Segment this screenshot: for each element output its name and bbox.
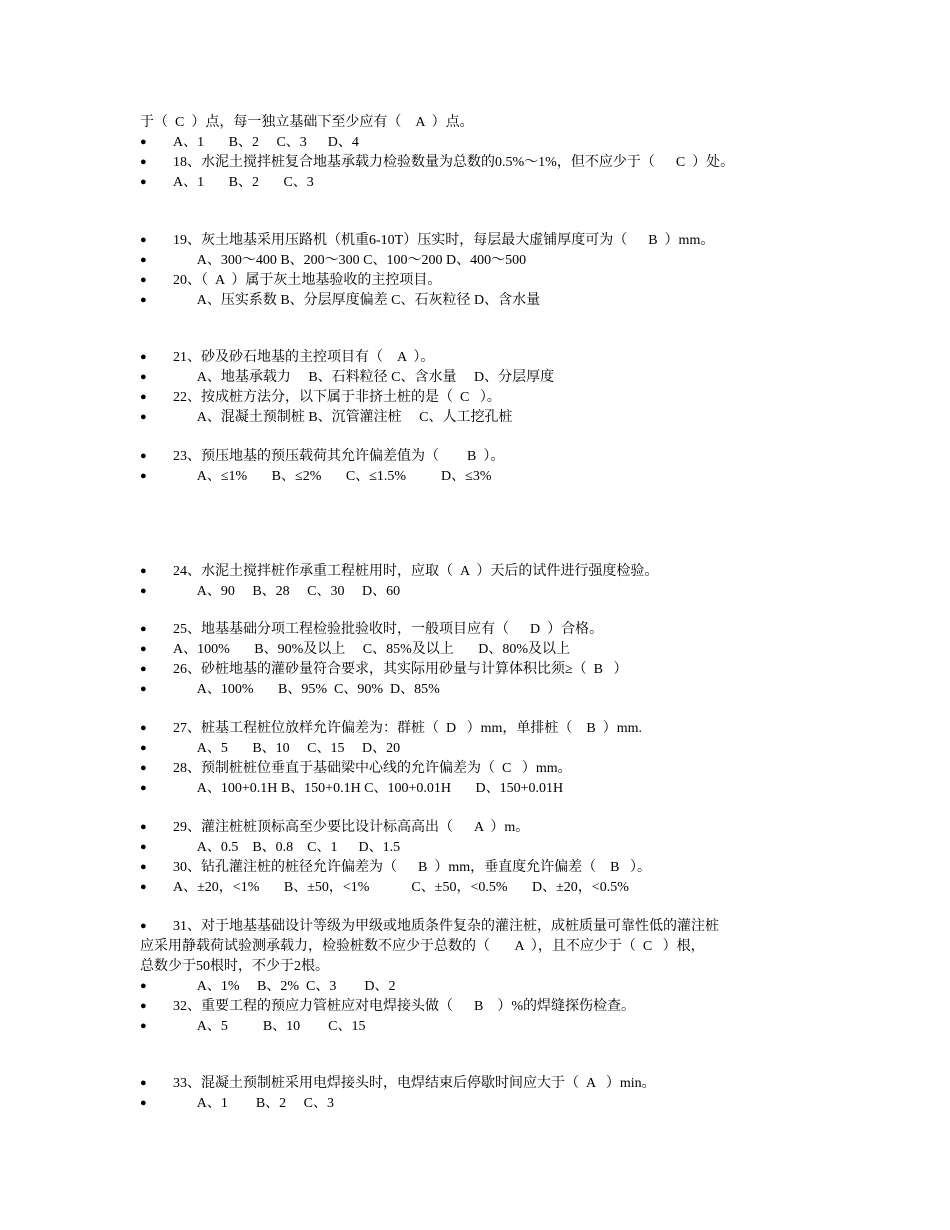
options-19 <box>140 251 526 271</box>
options-27 <box>140 739 400 759</box>
question-29 <box>140 818 529 838</box>
options-29 <box>140 838 400 858</box>
line-text: 19、灰土地基采用压路机（机重6-10T）压实时，每层最大虚铺厚度可为（ B ）mm。 <box>173 233 715 248</box>
line-text: 22、按成桩方法分，以下属于非挤土桩的是（ C ）。 <box>173 390 501 405</box>
bullet-icon <box>140 779 173 799</box>
line-text: 28、预制桩桩位垂直于基础梁中心线的允许偏差为（ C ）mm。 <box>173 761 572 776</box>
line-text: A、混凝土预制桩 B、沉管灌注桩 C、人工挖孔桩 <box>173 410 513 425</box>
line-text: 29、灌注桩桩顶标高至少要比设计标高高出（ A ）m。 <box>173 820 530 835</box>
line-text: 26、砂桩地基的灌砂量符合要求，其实际用砂量与计算体积比须≥（ B ） <box>173 662 628 677</box>
options-18 <box>140 173 314 193</box>
bullet-icon <box>140 838 173 858</box>
question-33 <box>140 1074 656 1094</box>
bullet-icon <box>140 348 173 368</box>
line-text: 应采用静载荷试验测承载力，检验桩数不应少于总数的（ A ），且不应少于（ C ）根， <box>140 939 705 954</box>
question-30 <box>140 858 651 878</box>
options-33 <box>140 1094 334 1114</box>
question-28 <box>140 759 572 779</box>
question-25 <box>140 620 603 640</box>
bullet-icon <box>140 562 173 582</box>
options-23 <box>140 467 492 487</box>
line-text: A、100% B、90%及以上 C、85%及以上 D、80%及以上 <box>173 642 571 657</box>
options-20 <box>140 291 540 311</box>
line-text: A、300～400 B、200～300 C、100～200 D、400～500 <box>173 253 527 268</box>
bullet-icon <box>140 173 173 193</box>
bullet-icon <box>140 1094 173 1114</box>
options-28 <box>140 779 563 799</box>
bullet-icon <box>140 133 173 153</box>
options-24 <box>140 582 400 602</box>
bullet-icon <box>140 660 173 680</box>
line-text: 25、地基基础分项工程检验批验收时，一般项目应有（ D ）合格。 <box>173 622 604 637</box>
bullet-icon <box>140 977 173 997</box>
line-text: A、1 B、2 C、3 <box>173 175 314 190</box>
bullet-icon <box>140 153 173 173</box>
bullet-icon <box>140 271 173 291</box>
question-22 <box>140 388 501 408</box>
bullet-icon <box>140 1074 173 1094</box>
question-31-cont <box>140 937 705 957</box>
bullet-icon <box>140 582 173 602</box>
line-text: A、100+0.1H B、150+0.1H C、100+0.01H D、150+0.01H <box>173 781 564 796</box>
bullet-icon <box>140 1017 173 1037</box>
line-text: 33、混凝土预制桩采用电焊接头时，电焊结束后停歇时间应大于（ A ）min。 <box>173 1076 656 1091</box>
line-text: 18、水泥土搅拌桩复合地基承载力检验数量为总数的0.5%～1%，但不应少于（ C ）处。 <box>173 155 735 170</box>
question-19 <box>140 231 714 251</box>
question-21 <box>140 348 434 368</box>
bullet-icon <box>140 388 173 408</box>
question-31 <box>140 917 719 937</box>
line-text: A、≤1% B、≤2% C、≤1.5% D、≤3% <box>173 469 492 484</box>
line-text: 总数少于50根时，不少于2根。 <box>140 959 329 974</box>
line-text: A、1 B、2 C、3 <box>173 1096 335 1111</box>
options-31 <box>140 977 395 997</box>
bullet-icon <box>140 620 173 640</box>
question-24 <box>140 562 658 582</box>
bullet-icon <box>140 917 173 937</box>
bullet-icon <box>140 231 173 251</box>
options-30 <box>140 878 629 898</box>
bullet-line <box>140 133 359 153</box>
bullet-icon <box>140 878 173 898</box>
question-20 <box>140 271 441 291</box>
bullet-icon <box>140 997 173 1017</box>
bullet-icon <box>140 818 173 838</box>
options-32 <box>140 1017 366 1037</box>
bullet-icon <box>140 719 173 739</box>
line-text: A、地基承载力 B、石料粒径 C、含水量 D、分层厚度 <box>173 370 555 385</box>
line-text: 21、砂及砂石地基的主控项目有（ A ）。 <box>173 350 435 365</box>
line-text: A、压实系数 B、分层厚度偏差 C、石灰粒径 D、含水量 <box>173 293 541 308</box>
bullet-icon <box>140 759 173 779</box>
bullet-icon <box>140 408 173 428</box>
line-text: A、5 B、10 C、15 <box>173 1019 366 1034</box>
bullet-icon <box>140 467 173 487</box>
options-22 <box>140 408 513 428</box>
bullet-icon <box>140 640 173 660</box>
line-text: A、1% B、2% C、3 D、2 <box>173 979 396 994</box>
bullet-icon <box>140 251 173 271</box>
line-text: A、0.5 B、0.8 C、1 D、1.5 <box>173 840 401 855</box>
options-25 <box>140 640 570 660</box>
question-23 <box>140 447 504 467</box>
line-text: 23、预压地基的预压载荷其允许偏差值为（ B ）。 <box>173 449 505 464</box>
bullet-icon <box>140 291 173 311</box>
line-text: 32、重要工程的预应力管桩应对电焊接头做（ B ）%的焊缝探伤检查。 <box>173 999 635 1014</box>
line-text: 于（ C ）点，每一独立基础下至少应有（ A ）点。 <box>140 115 474 130</box>
line-text: A、90 B、28 C、30 D、60 <box>173 584 401 599</box>
options-21 <box>140 368 554 388</box>
bullet-icon <box>140 680 173 700</box>
bullet-icon <box>140 739 173 759</box>
bullet-icon <box>140 447 173 467</box>
line-text: A、±20，<1% B、±50，<1% C、±50，<0.5% D、±20，<0.5% <box>173 880 629 895</box>
line-text: 20、（ A ）属于灰土地基验收的主控项目。 <box>173 273 442 288</box>
question-26 <box>140 660 628 680</box>
question-32 <box>140 997 635 1017</box>
question-18 <box>140 153 734 173</box>
line-text: A、100% B、95% C、90% D、85% <box>173 682 440 697</box>
options-26 <box>140 680 440 700</box>
question-31-cont <box>140 957 329 977</box>
line-text: 30、钻孔灌注桩的桩径允许偏差为（ B ）mm，垂直度允许偏差（ B ）。 <box>173 860 651 875</box>
line-text: 24、水泥土搅拌桩作承重工程桩用时，应取（ A ）天后的试件进行强度检验。 <box>173 564 659 579</box>
line-text: 27、桩基工程桩位放样允许偏差为：群桩（ D ）mm，单排桩（ B ）mm. <box>173 721 643 736</box>
bullet-icon <box>140 368 173 388</box>
text-line <box>140 113 474 133</box>
line-text: A、1 B、2 C、3 D、4 <box>173 135 359 150</box>
bullet-icon <box>140 858 173 878</box>
question-27 <box>140 719 642 739</box>
line-text: 31、对于地基基础设计等级为甲级或地质条件复杂的灌注桩，成桩质量可靠性低的灌注桩 <box>173 919 719 934</box>
line-text: A、5 B、10 C、15 D、20 <box>173 741 401 756</box>
